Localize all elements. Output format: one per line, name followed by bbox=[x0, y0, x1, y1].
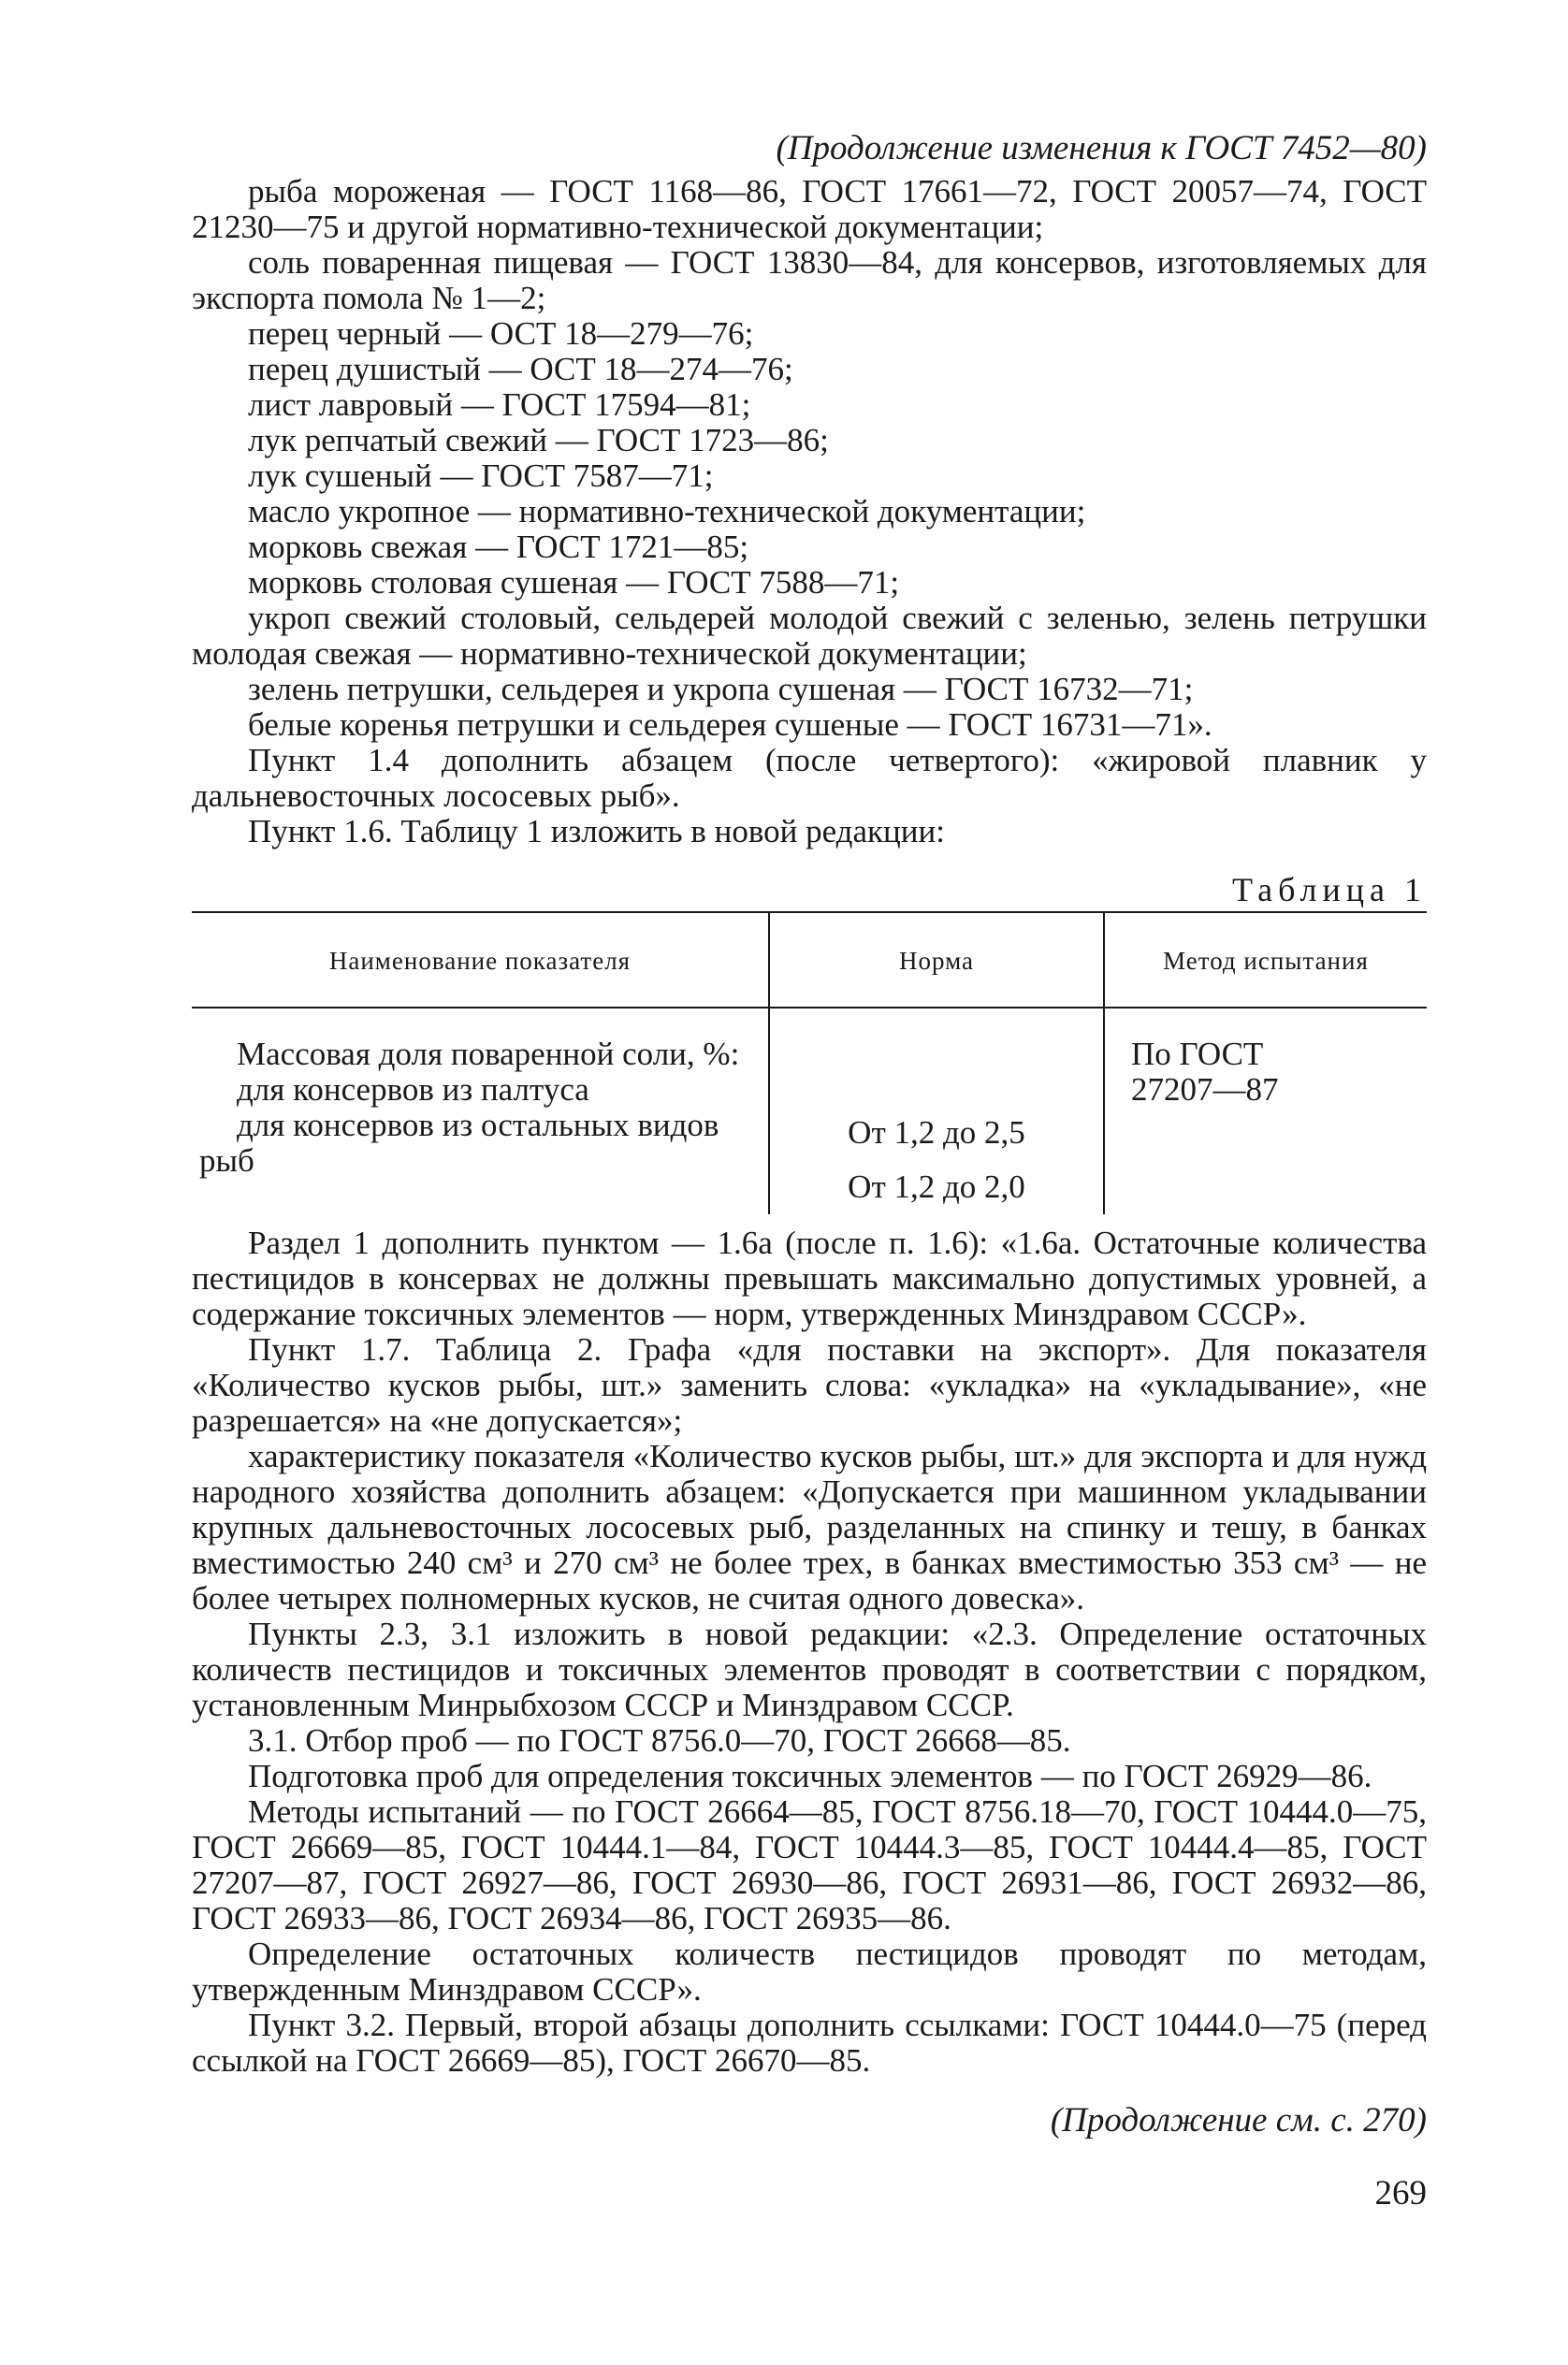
ingredient-list bbox=[192, 174, 1427, 849]
table-title: Таблица 1 bbox=[1232, 871, 1427, 908]
paragraph: 3.1. Отбор проб — по ГОСТ 8756.0—70, ГОСТ 26668—85. bbox=[248, 1722, 1071, 1759]
continuation-header: (Продолжение изменения к ГОСТ 7452—80) bbox=[776, 129, 1427, 167]
paragraph: Подготовка проб для определения токсичных элементов — по ГОСТ 26929—86. bbox=[248, 1758, 1372, 1794]
table-header-row bbox=[192, 912, 1427, 1008]
paragraph: масло укропное — нормативно-технической документации; bbox=[248, 493, 1086, 530]
paragraph: зелень петрушки, сельдерея и укропа сушеная — ГОСТ 16732—71; bbox=[248, 671, 1194, 707]
column-header-method: Метод испытания bbox=[1104, 912, 1427, 1008]
column-header-norm: Норма bbox=[769, 912, 1104, 1008]
paragraph: Раздел 1 дополнить пунктом — 1.6а (после п. 1.6): «1.6а. Остаточные количества пестицидов в консервах не должны превышать максимально допустимых уровней, а содержание токсичных элементов — норм, утвержденных Минздравом СССР». bbox=[192, 1225, 1427, 1332]
norm-cell bbox=[769, 1008, 1104, 1214]
paragraph: Пункт 3.2. Первый, второй абзацы дополнить ссылками: ГОСТ 10444.0—75 (перед ссылкой на ГОСТ 26669—85), ГОСТ 26670—85. bbox=[192, 2007, 1427, 2079]
sub-row-label: для консервов из палтуса bbox=[237, 1071, 589, 1108]
column-header-indicator: Наименование показателя bbox=[192, 912, 769, 1008]
paragraph: укроп свежий столовый, сельдерей молодой свежий с зеленью, зелень петрушки молодая свежая — нормативно-технической документации; bbox=[192, 600, 1427, 672]
paragraph: перец черный — ОСТ 18—279—76; bbox=[248, 315, 754, 352]
paragraph: белые коренья петрушки и сельдерея сушеные — ГОСТ 16731—71». bbox=[248, 706, 1212, 743]
paragraph: Пункты 2.3, 3.1 изложить в новой редакции: «2.3. Определение остаточных количеств пестицидов и токсичных элементов проводят в соответствии с порядком, установленным Минрыбхозом СССР и Минздравом СССР. bbox=[192, 1616, 1427, 1723]
indicator-cell bbox=[192, 1008, 769, 1214]
paragraph: характеристику показателя «Количество кусков рыбы, шт.» для экспорта и для нужд народного хозяйства дополнить абзацем: «Допускается при машинном укладывании крупных дальневосточных лососевых рыб, разделанных на спинку и тешу, в банках вместимостью 240 см³ и 270 см³ не более трех, в банках вместимостью 353 см³ — не более четырех полномерных кусков, не считая одного довеска». bbox=[192, 1438, 1427, 1617]
paragraph: рыба мороженая — ГОСТ 1168—86, ГОСТ 17661—72, ГОСТ 20057—74, ГОСТ 21230—75 и другой нормативно-технической документации; bbox=[192, 173, 1427, 245]
table-row bbox=[192, 1008, 1427, 1214]
continuation-footer: (Продолжение см. с. 270) bbox=[1050, 2101, 1427, 2140]
paragraph: лист лавровый — ГОСТ 17594—81; bbox=[248, 386, 751, 423]
paragraph: Пункт 1.7. Таблица 2. Графа «для поставки на экспорт». Для показателя «Количество кусков рыбы, шт.» заменить слова: «укладка» на «укладывание», «не разрешается» на «не допускается»; bbox=[192, 1331, 1427, 1439]
body-text bbox=[192, 1226, 1427, 2079]
paragraph: Определение остаточных количеств пестицидов проводят по методам, утвержденным Минздравом СССР». bbox=[192, 1936, 1427, 2008]
row-label: Массовая доля поваренной соли, %: bbox=[237, 1036, 740, 1072]
table-1 bbox=[192, 911, 1427, 1214]
paragraph: лук сушеный — ГОСТ 7587—71; bbox=[248, 457, 714, 494]
norm-value: От 1,2 до 2,5 bbox=[848, 1114, 1025, 1151]
method-value: По ГОСТ 27207—87 bbox=[1131, 1036, 1279, 1108]
document-page bbox=[192, 131, 1427, 2212]
method-cell bbox=[1104, 1008, 1427, 1214]
sub-row-label: для консервов из остальных видов рыб bbox=[199, 1107, 719, 1179]
paragraph: соль поваренная пищевая — ГОСТ 13830—84, для консервов, изготовляемых для экспорта помола № 1—2; bbox=[192, 244, 1427, 316]
paragraph: морковь свежая — ГОСТ 1721—85; bbox=[248, 529, 749, 565]
paragraph: Пункт 1.4 дополнить абзацем (после четвертого): «жировой плавник у дальневосточных лососевых рыб». bbox=[192, 742, 1427, 814]
page-number: 269 bbox=[1374, 2174, 1427, 2213]
paragraph: перец душистый — ОСТ 18—274—76; bbox=[248, 351, 793, 387]
paragraph: лук репчатый свежий — ГОСТ 1723—86; bbox=[248, 422, 829, 458]
paragraph: Пункт 1.6. Таблицу 1 изложить в новой редакции: bbox=[248, 813, 945, 849]
norm-value: От 1,2 до 2,0 bbox=[848, 1168, 1025, 1205]
paragraph: Методы испытаний — по ГОСТ 26664—85, ГОСТ 8756.18—70, ГОСТ 10444.0—75, ГОСТ 26669—85, ГОСТ 10444.1—84, ГОСТ 10444.3—85, ГОСТ 10444.4—85, ГОСТ 27207—87, ГОСТ 26927—86, ГОСТ 26930—86, ГОСТ 26931—86, ГОСТ 26932—86, ГОСТ 26933—86, ГОСТ 26934—86, ГОСТ 26935—86. bbox=[192, 1793, 1427, 1937]
paragraph: морковь столовая сушеная — ГОСТ 7588—71; bbox=[248, 564, 900, 601]
